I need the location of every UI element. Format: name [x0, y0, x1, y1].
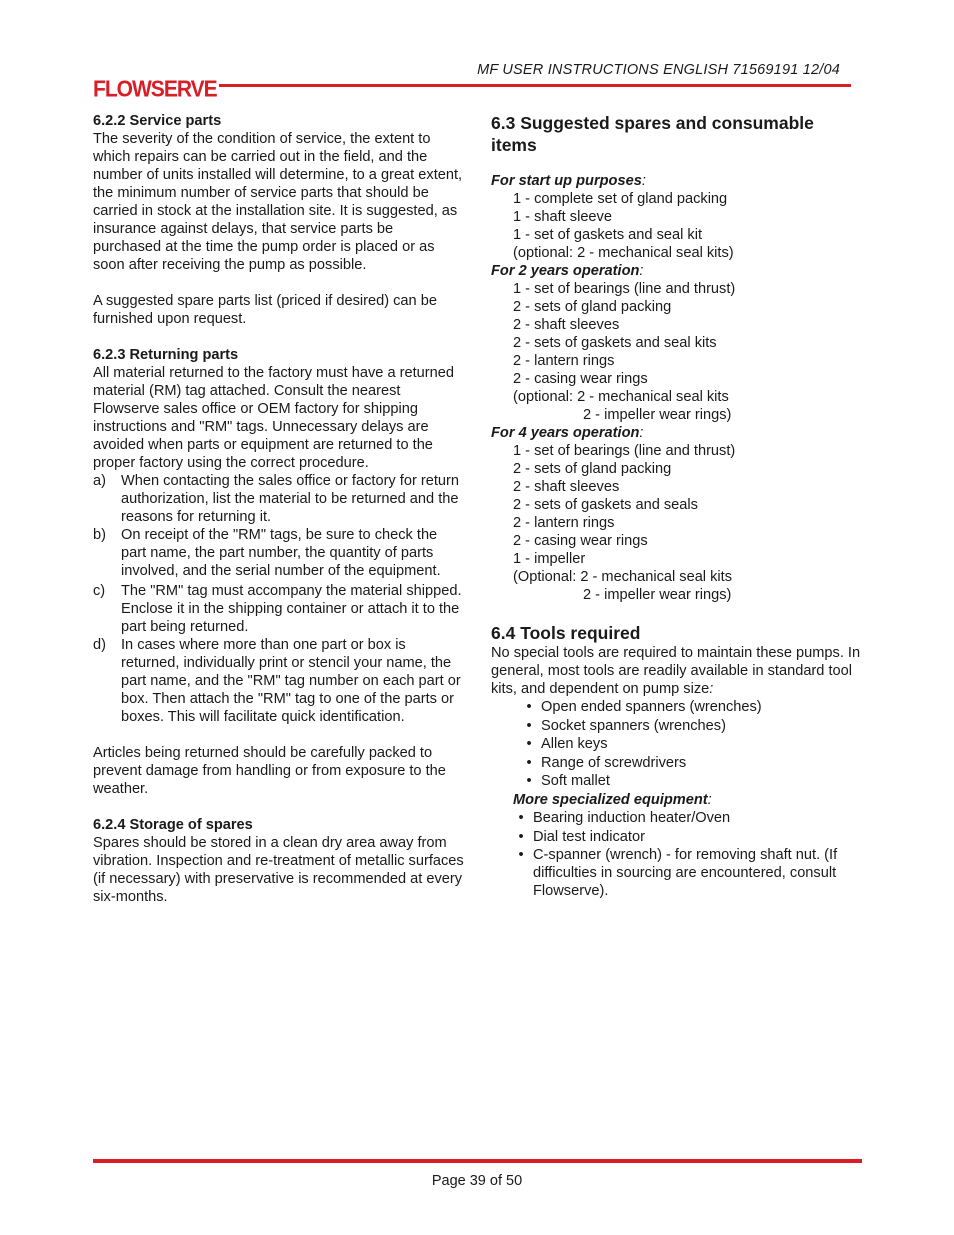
list-item: d) In cases where more than one part or box is returned, individually print or stencil your name, the part name, and the "RM" tag number on each part or box. Then attach the "RM" tag to one of the parts or boxes. This will facilitate quick identification. [93, 637, 461, 725]
left-column [93, 112, 465, 906]
spare-line: (Optional: 2 - mechanical seal kits [513, 569, 732, 585]
tools-paragraph: No special tools are required to maintain these pumps. In general, most tools are readily available in standard tool kits, and dependent on pump size: [491, 645, 861, 697]
list-item: • Open ended spanners (wrenches) [526, 699, 762, 715]
spare-line: 1 - impeller [513, 551, 586, 567]
flowserve-logo [93, 77, 217, 103]
list-item: • Allen keys [526, 736, 608, 753]
spare-line: 2 - impeller wear rings) [583, 407, 732, 423]
list-item: • Socket spanners (wrenches) [526, 717, 726, 734]
spare-line: 2 - lantern rings [513, 515, 615, 531]
section-heading-6-4: 6.4 Tools required [491, 623, 641, 643]
four-years-label: For 4 years operation: [491, 425, 644, 441]
spare-line: 1 - set of bearings (line and thrust) [513, 443, 736, 459]
specialized-list [491, 809, 861, 900]
spare-line: 2 - casing wear rings [513, 371, 648, 387]
list-item: • C-spanner (wrench) - for removing shaft nut. (If difficulties in sourcing are encountered, consult Flowserve). [518, 847, 838, 900]
startup-label: For start up purposes: [491, 173, 646, 189]
spare-line: 2 - casing wear rings [513, 533, 648, 549]
list-item: • Bearing induction heater/Oven [518, 809, 731, 826]
list-item: c) The "RM" tag must accompany the material shipped. Enclose it in the shipping container or attach it to the part being returned. [93, 583, 462, 635]
right-column [491, 112, 861, 900]
spare-line: 1 - set of gaskets and seal kit [513, 227, 703, 243]
list-item: b) On receipt of the "RM" tags, be sure to check the part name, the part number, the quantity of parts involved, and the serial number of the equipment. [93, 527, 441, 579]
section-heading-6-3: 6.3 Suggested spares and consumable items [491, 113, 814, 155]
spare-parts-list-paragraph: A suggested spare parts list (priced if desired) can be furnished upon request. [93, 293, 437, 327]
page-number: Page 39 of 50 [431, 1173, 523, 1189]
returning-parts-paragraph: All material returned to the factory must have a returned material (RM) tag attached. Consult the nearest Flowserve sales office or OEM factory for shipping instructions and "RM" tags. Unnecessary delays are avoided when parts or equipment are returned to the proper factory using the correct procedure. [93, 365, 454, 471]
return-steps-list [93, 472, 465, 726]
footer-rule [93, 1159, 862, 1163]
spare-line: 2 - sets of gland packing [513, 299, 672, 315]
list-item: • Dial test indicator [518, 828, 645, 845]
spare-line: 2 - shaft sleeves [513, 317, 620, 333]
spare-line: 2 - sets of gaskets and seals [513, 497, 698, 513]
two-years-label: For 2 years operation: [491, 263, 644, 279]
spare-line: 1 - set of bearings (line and thrust) [513, 281, 736, 297]
packing-paragraph: Articles being returned should be carefully packed to prevent damage from handling or from exposure to the weather. [93, 745, 446, 797]
spare-line: 2 - impeller wear rings) [583, 587, 732, 603]
logo-text: FLOWSERVE [93, 76, 217, 103]
document-header-title: MF USER INSTRUCTIONS ENGLISH 71569191 12/04 [477, 62, 840, 78]
section-heading-6-2-2: 6.2.2 Service parts [93, 113, 222, 129]
spare-line: 2 - lantern rings [513, 353, 615, 369]
section-heading-6-2-3: 6.2.3 Returning parts [93, 347, 239, 363]
spare-line: (optional: 2 - mechanical seal kits [513, 389, 729, 405]
spare-line: 2 - sets of gaskets and seal kits [513, 335, 717, 351]
list-item: a) When contacting the sales office or factory for return authorization, list the material to be returned and the reasons for returning it. [93, 473, 459, 525]
spare-line: 2 - sets of gland packing [513, 461, 672, 477]
header-rule [219, 84, 851, 87]
spare-line: (optional: 2 - mechanical seal kits) [513, 245, 734, 261]
service-parts-paragraph: The severity of the condition of service, the extent to which repairs can be carried out in the field, and the number of units installed will determine, to a great extent, the minimum number of service parts that should be carried in stock at the installation site. It is suggested, as insurance against delays, that service parts be purchased at the time the pump order is placed or as soon after receiving the pump as possible. [93, 131, 463, 273]
list-item: • Soft mallet [526, 773, 610, 790]
storage-paragraph: Spares should be stored in a clean dry area away from vibration. Inspection and re-treatment of metallic surfaces (if necessary) with preservative is recommended at every six-months. [93, 835, 464, 905]
spare-line: 1 - complete set of gland packing [513, 191, 728, 207]
tools-list [491, 698, 861, 791]
spare-line: 1 - shaft sleeve [513, 209, 612, 225]
list-item: • Range of screwdrivers [526, 754, 687, 771]
specialized-label: More specialized equipment: [513, 791, 712, 808]
section-heading-6-2-4: 6.2.4 Storage of spares [93, 817, 253, 833]
spare-line: 2 - shaft sleeves [513, 479, 620, 495]
